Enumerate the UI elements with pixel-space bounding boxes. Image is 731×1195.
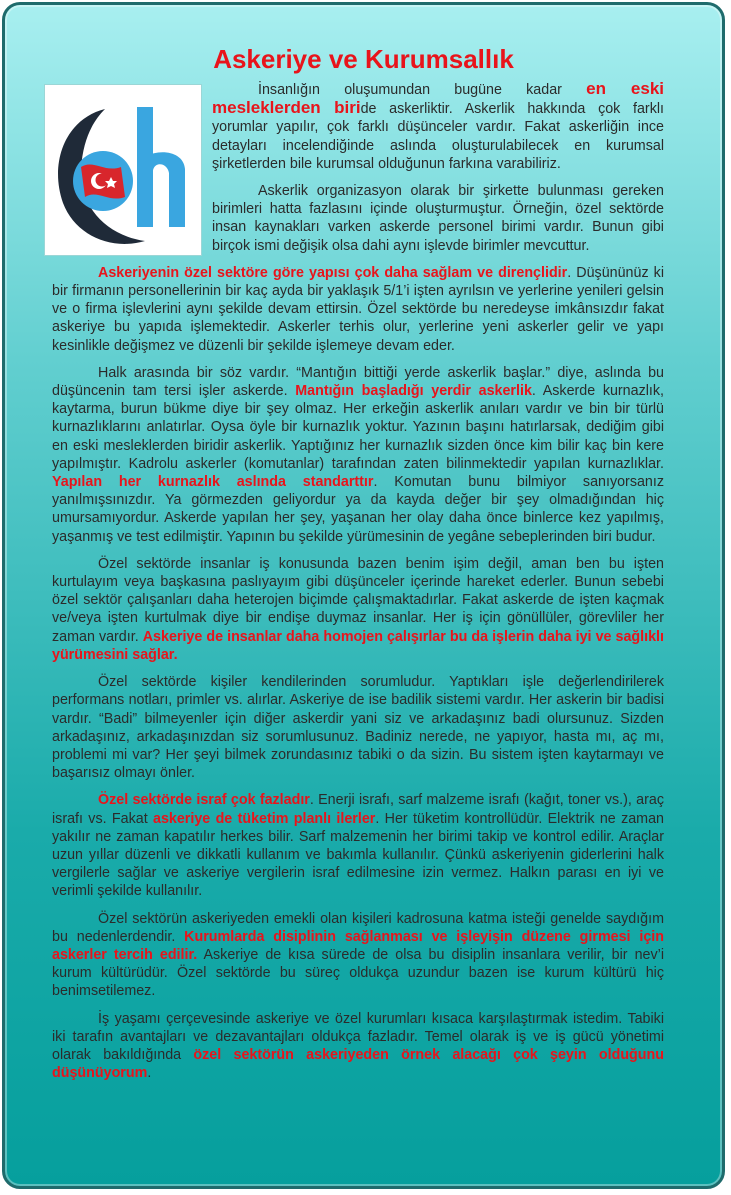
body-text: . (147, 1065, 152, 1082)
paragraph (52, 910, 664, 1001)
logo (44, 84, 202, 256)
highlight-text: Mantığın başladığı yerdir askerlik (295, 383, 532, 400)
body-text: Özel sektörde insanlar iş konusunda bazen benim işim değil, aman ben bu işten kurtulayım veya başkasına paslıyayım gibi düşünceler içerinde hareket ederler. Bunun sebebi özel sektör çalışanları daha heterojen biçimde çalışmaktadırlar. Fakat askerde de işten kaçmak ve/veya işten kurtulmak diye bir endişe duymaz insanlar. Her iş için gönüllüler, görevliler her zaman vardır. (52, 555, 664, 645)
highlight-text: özel sektörün askeriyeden örnek alacağı çok şeyin olduğunu düşünüyorum (52, 1046, 664, 1082)
highlight-text: en eski mesleklerden biri (212, 79, 665, 118)
paragraph (52, 1010, 664, 1083)
highlight-text: Askeriyenin özel sektöre göre yapısı çok daha sağlam ve dirençlidir (98, 264, 568, 281)
highlight-text: Yapılan her kurnazlık aslında standarttır (52, 474, 374, 491)
body-text: de askerliktir. Askerlik hakkında çok farklı yorumlar yapılır, çok farklı düşünceler vardır. Fakat askerliğin ince detayları incelendiğinde aslında oluşturulabilecek en kurumsal şirketlerden bile kurumsal olduğunun farkına varabiliriz. (212, 101, 664, 172)
paragraph (52, 364, 664, 546)
turkish-flag-logo-icon (45, 85, 201, 255)
body-text: . Askerde kurnazlık, kaytarma, burun bükme diye bir şey olmaz. Her erkeğin askerlik anıları vardır ve bin bir türlü kurnazlıklarını anlatırlar. Oysa öyle bir kurnazlık yoktur. Yazının başını hatırlarsak, dediğim gibi en eski mesleklerden biridir askerlik. Yaptığınız her kurnazlık sizden önce kim bilir kaç bin kere yapılmıştır. Kadrolu askerler (komutanlar) tarafından zaten bilinmektedir yapılan kurnazlıklar. (52, 383, 664, 472)
body-text: Askerlik organizasyon olarak bir şirkette bulunması gereken birimleri hatta fazlasını içinde oluşturmuştur. Örneğin, özel sektörde insan kaynakları varken askerde personel birimi vardır. Bunun gibi birçok ismi değişik olsa dahi aynı işlevde birimler mevcuttur. (212, 183, 664, 254)
body-text: İnsanlığın oluşumundan bugüne kadar (258, 82, 587, 98)
highlight-text: Kurumlarda disiplinin sağlanması ve işleyişin düzene girmesi için askerler tercih edilir. (52, 928, 665, 963)
body-text: . Düşününüz ki bir firmanın personellerinin bir kaç ayda bir yaklaşık 5/1’i işten ayrılsın ve yerlerine yenileri gelsin ve o firma işlevlerini aynı şekilde devam ettirsin. Özel sektörde bu neredeyse imkânsızdır fakat askeriye bu yapıda işlemektedir. Askerler terhis olur, yerlerine yeni askerler gelir ve yapı kesinlikle değişmez ve düzenli bir şekilde işlemeye devam eder. (52, 264, 664, 354)
body-text: . Her tüketim kontrollüdür. Elektrik ne zaman yakılır ne zaman kapatılır herkes bilir. Sarf malzemenin her birimi takip ve kontrol edilir. Araçlar uzun yıllar düzenli ve dikkatli kullanım ve bakımla kullanılır. Çünkü askeriyenin giderlerini halk vergilerle sağlar ve askeriye vergilerin israf edilmesine izin vermez. Halkın parası en iyi ve verimli şekilde kullanılır. (52, 810, 664, 900)
highlight-text: askeriye de tüketim planlı ilerler (153, 810, 376, 827)
paragraph (52, 673, 664, 782)
body-text: Özel sektörün askeriyeden emekli olan kişileri kadrosuna katma isteği genelde saydığım bu nedenlerdendir. (52, 910, 664, 945)
page-title: Askeriye ve Kurumsallık (213, 44, 514, 74)
body-text: İş yaşamı çerçevesinde askeriye ve özel kurumları kısaca karşılaştırmak istedim. Tabiki iki tarafın avantajları ve dezavantajları oldukça fazladır. Temel olarak iş ve iş gücü yönetimi olarak bakıldığında (52, 1010, 664, 1063)
body-text: Özel sektörde kişiler kendilerinden sorumludur. Yaptıkları işle değerlendirilerek performans notları, primler vs. alırlar. Askeriye de ise badilik sistemi vardır. Her askerin bir badisi vardır. “Badi” bilmeyenler için diğer askerdir yani siz ve arkadaşınız badi olursunuz. Sizden arkadaşınız, arkadaşınızdan siz sorumlusunuz. Badiniz nerede, ne yapıyor, hasta mı, aç mı, problemi mi var? Her şeyi bilmek zorundasınız tabiki o da sizin. Bu sistem işten kaytarmayı ve başarısız olmayı önler. (52, 674, 664, 782)
body-text: Askeriye de kısa sürede de olsa bu disiplin insanlara verilir, bir nev’i kurum kültürüdür. Özel sektörde bu süreç oldukça uzundur bazen ise kurum kültürü hiç benimsetilemez. (52, 946, 664, 1000)
paragraph (52, 555, 664, 664)
body-text: . Enerji israfı, sarf malzeme israfı (kağıt, toner vs.), araç israfı vs. Fakat (52, 792, 664, 827)
paragraph (52, 264, 664, 355)
article-body (52, 80, 664, 1091)
highlight-text: Özel sektörde israf çok fazladır (98, 792, 310, 809)
body-text: Halk arasında bir söz vardır. “Mantığın bittiği yerde askerlik başlar.” diye, aslında bu düşüncenin tam tersi işler askerde. (52, 364, 664, 400)
highlight-text: Askeriye de insanlar daha homojen çalışırlar bu da işlerin daha iyi ve sağlıklı yürümesini sağlar. (52, 628, 664, 663)
body-text: . Komutan bunu bilmiyor sanıyorsanız yanılmışsınızdır. Ya görmezden geliyordur ya da kayda değer bir şey olmadığından hiç umursamıyordur. Askerde yapılan her şey, yaşanan her olay daha önce binlerce kez yapılmış, yaşanmış ve test edilmiştir. Yapının bu şekilde yürümesinin de yegâne sebeplerinden biri budur. (52, 474, 664, 545)
paragraph (52, 791, 664, 900)
